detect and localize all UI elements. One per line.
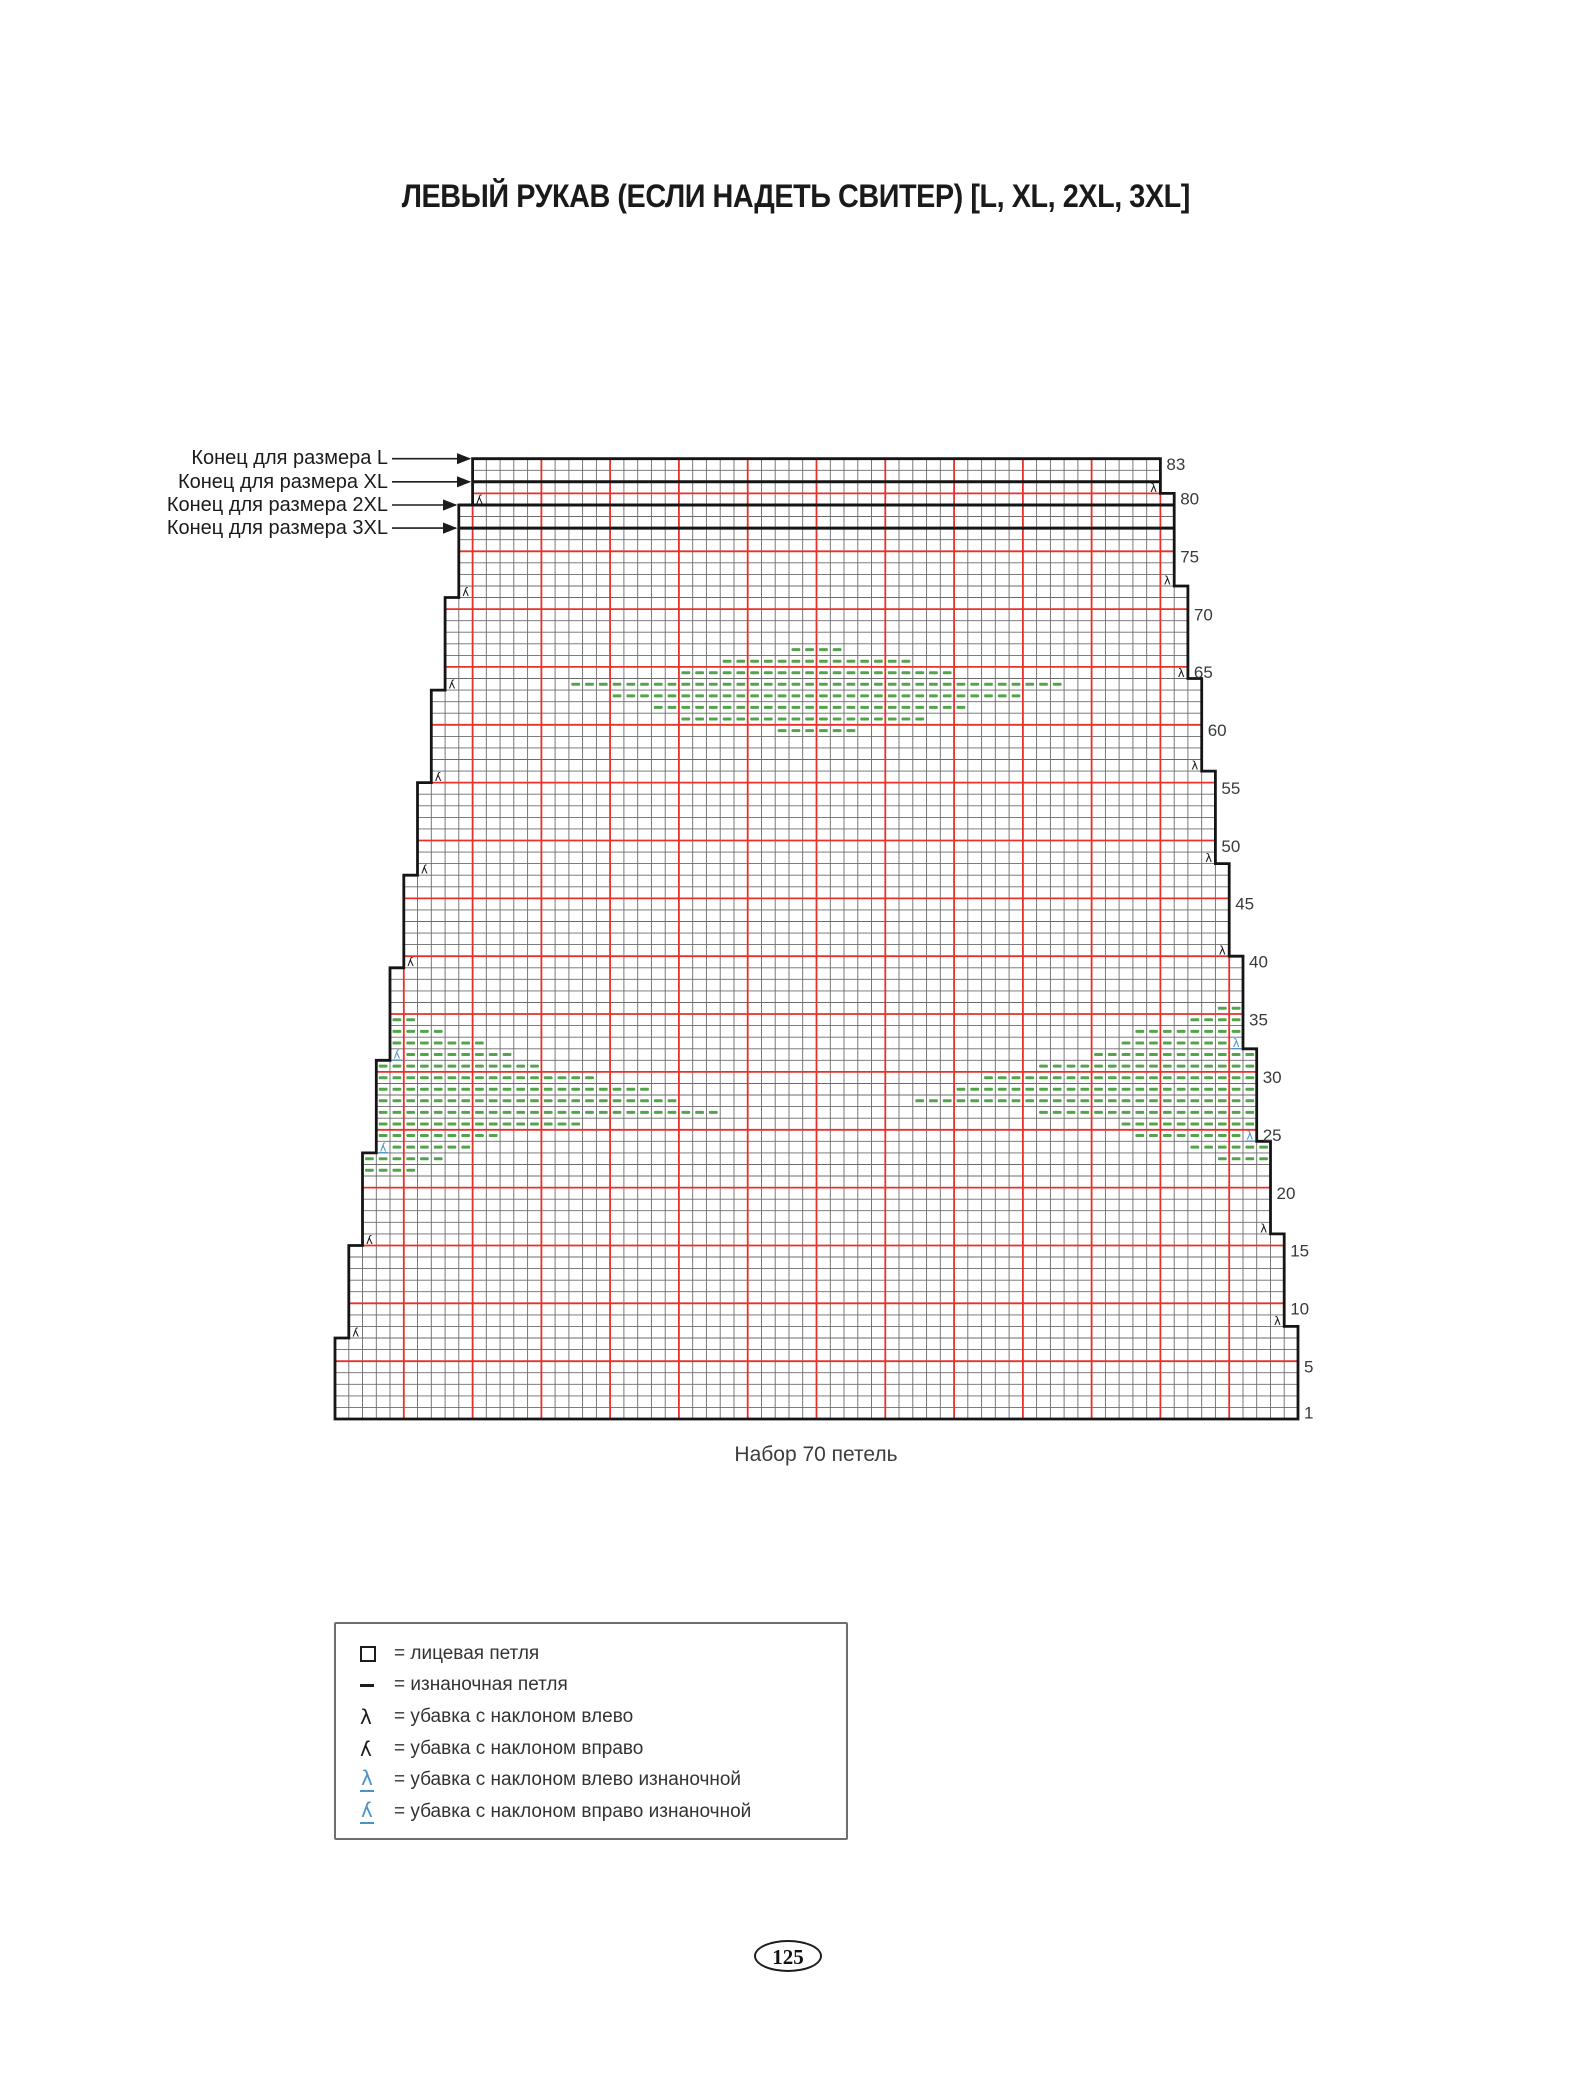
legend-item-dec-right-purl [360, 1796, 846, 1828]
page-number-badge: 125 [754, 1940, 822, 1972]
svg-text:40: 40 [1249, 952, 1268, 972]
page-title-text: ЛЕВЫЙ РУКАВ (ЕСЛИ НАДЕТЬ СВИТЕР) [L, XL, 2XL, 3XL] [401, 178, 1190, 214]
size-end-label-l: Конец для размера L [191, 447, 388, 469]
legend-item-text: = убавка с наклоном влево [394, 1705, 634, 1727]
legend-item-text: = лицевая петля [394, 1642, 540, 1664]
svg-text:λ: λ [448, 677, 456, 692]
legend-item-text: = убавка с наклоном вправо [394, 1737, 644, 1759]
size-end-label-xl: Конец для размера XL [177, 471, 388, 493]
svg-text:λ: λ [462, 584, 470, 599]
svg-text:λ: λ [365, 1232, 373, 1247]
cast-on-caption: Набор 70 петель [734, 1443, 898, 1466]
svg-text:λ: λ [1191, 758, 1199, 773]
svg-text:λ: λ [393, 1047, 401, 1062]
svg-text:λ: λ [476, 492, 483, 507]
right-leaning-purl-decrease-icon: λ [361, 1797, 373, 1822]
legend-item-text: = убавка с наклоном влево изнаночной [394, 1769, 742, 1791]
svg-text:λ: λ [1246, 1128, 1254, 1143]
svg-text:λ: λ [1205, 851, 1213, 866]
svg-text:83: 83 [1166, 455, 1186, 474]
legend-item-text: = убавка с наклоном вправо изнаночной [394, 1800, 752, 1822]
knit-stitch-icon [360, 1646, 394, 1662]
legend-item-knit [360, 1638, 846, 1670]
svg-text:λ: λ [352, 1325, 360, 1340]
svg-text:35: 35 [1249, 1010, 1268, 1030]
purl-stitch-icon [360, 1684, 394, 1688]
svg-text:λ: λ [420, 862, 428, 877]
svg-text:λ: λ [407, 955, 415, 970]
svg-text:1: 1 [1304, 1403, 1314, 1423]
svg-text:λ: λ [1150, 480, 1157, 495]
left-leaning-decrease-icon: λ [360, 1704, 372, 1729]
svg-text:50: 50 [1221, 836, 1241, 856]
left-leaning-purl-decrease-icon: λ [361, 1766, 373, 1791]
svg-text:75: 75 [1180, 547, 1200, 567]
svg-text:10: 10 [1290, 1299, 1310, 1319]
svg-text:25: 25 [1262, 1126, 1282, 1145]
svg-text:15: 15 [1290, 1241, 1310, 1261]
legend-item-purl [360, 1670, 846, 1702]
svg-text:5: 5 [1304, 1357, 1314, 1377]
size-end-label-2xl: Конец для размера 2XL [166, 494, 388, 516]
legend-item-dec-left-purl [360, 1764, 846, 1796]
legend-item-dec-left [360, 1701, 846, 1733]
svg-text:60: 60 [1207, 721, 1227, 741]
svg-text:λ: λ [1273, 1313, 1281, 1328]
size-end-label-3xl: Конец для размера 3XL [166, 517, 388, 539]
svg-text:30: 30 [1262, 1068, 1282, 1088]
svg-text:70: 70 [1193, 605, 1213, 625]
svg-text:λ: λ [434, 770, 442, 785]
svg-text:20: 20 [1276, 1183, 1296, 1203]
right-leaning-decrease-icon: λ [360, 1736, 372, 1761]
legend-item-text: = изнаночная петля [394, 1674, 568, 1696]
svg-text:λ: λ [379, 1140, 387, 1155]
svg-text:65: 65 [1193, 663, 1213, 683]
svg-text:45: 45 [1235, 894, 1255, 914]
svg-text:λ: λ [1232, 1036, 1240, 1051]
legend-item-dec-right [360, 1733, 846, 1765]
svg-text:55: 55 [1221, 778, 1241, 798]
svg-text:λ: λ [1260, 1221, 1268, 1236]
svg-text:λ: λ [1177, 665, 1185, 680]
svg-text:λ: λ [1163, 573, 1171, 588]
svg-text:80: 80 [1180, 489, 1200, 509]
legend [334, 1622, 848, 1840]
svg-text:λ: λ [1218, 943, 1226, 958]
